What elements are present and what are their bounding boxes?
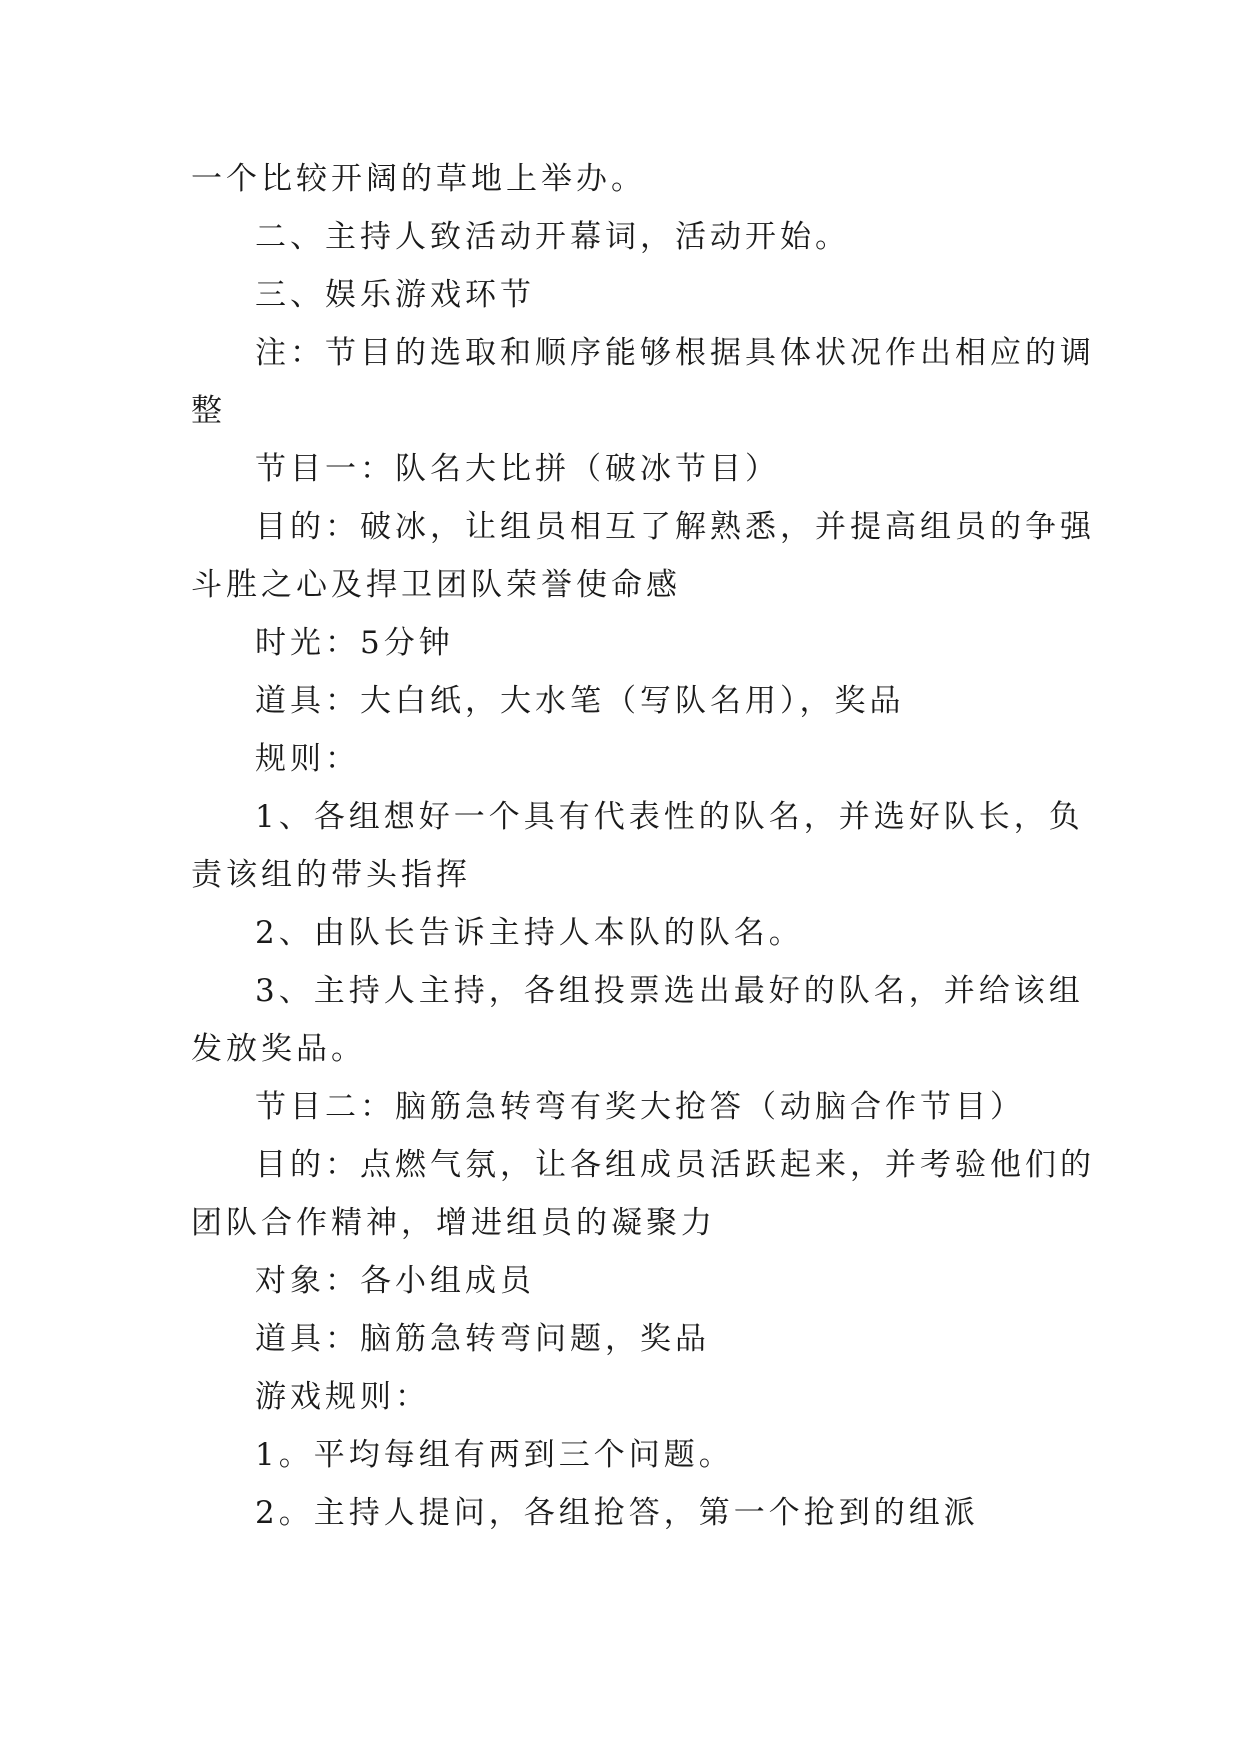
paragraph-line: 团队合作精神，增进组员的凝聚力	[191, 1205, 716, 1241]
section-heading: 三、娱乐游戏环节	[255, 277, 535, 313]
paragraph-line: 一个比较开阔的草地上举办。	[191, 161, 646, 197]
paragraph-line: 规则：	[255, 741, 360, 777]
rule-item: 1。平均每组有两到三个问题。	[255, 1437, 734, 1473]
paragraph-line: 发放奖品。	[191, 1031, 366, 1067]
rule-item: 2。主持人提问，各组抢答，第一个抢到的组派	[255, 1495, 979, 1531]
paragraph-line: 责该组的带头指挥	[191, 857, 471, 893]
paragraph-line: 道具：大白纸，大水笔（写队名用），奖品	[255, 683, 905, 719]
rule-item: 3、主持人主持，各组投票选出最好的队名，并给该组	[255, 973, 1084, 1009]
paragraph-line: 目的：点燃气氛，让各组成员活跃起来，并考验他们的	[255, 1147, 1095, 1183]
paragraph-line: 整	[191, 393, 226, 429]
document-body	[191, 150, 1095, 1542]
rule-item: 1、各组想好一个具有代表性的队名，并选好队长，负	[255, 799, 1084, 835]
paragraph-line: 道具：脑筋急转弯问题，奖品	[255, 1321, 710, 1357]
paragraph-line: 目的：破冰，让组员相互了解熟悉，并提高组员的争强	[255, 509, 1095, 545]
program-heading: 节目二：脑筋急转弯有奖大抢答（动脑合作节目）	[255, 1089, 1025, 1125]
paragraph-line: 二、主持人致活动开幕词，活动开始。	[255, 219, 850, 255]
rule-item: 2、由队长告诉主持人本队的队名。	[255, 915, 804, 951]
program-heading: 节目一：队名大比拼（破冰节目）	[255, 451, 780, 487]
paragraph-line: 对象：各小组成员	[255, 1263, 535, 1299]
paragraph-line: 注：节目的选取和顺序能够根据具体状况作出相应的调	[255, 335, 1095, 371]
paragraph-line: 时光：5分钟	[255, 625, 454, 661]
paragraph-line: 斗胜之心及捍卫团队荣誉使命感	[191, 567, 681, 603]
paragraph-line: 游戏规则：	[255, 1379, 430, 1415]
